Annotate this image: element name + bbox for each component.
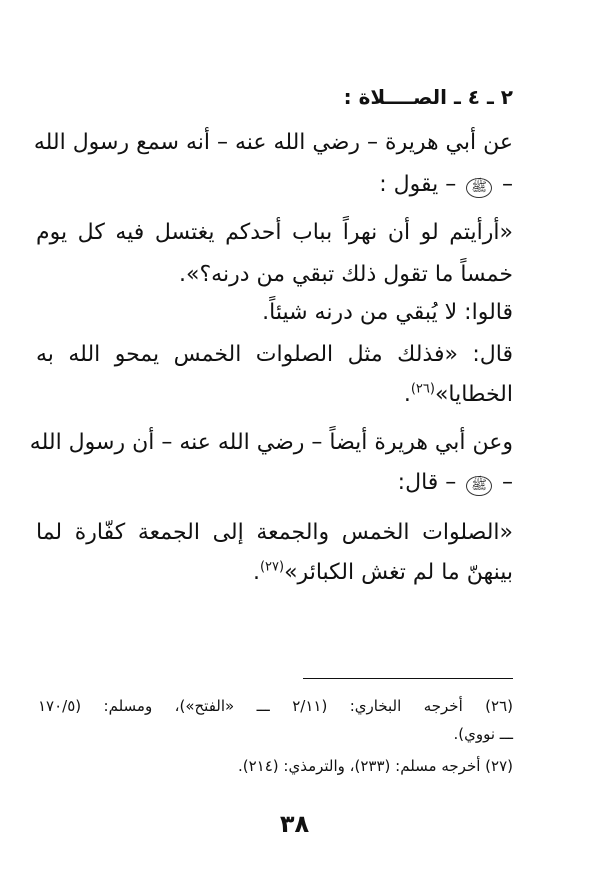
pbuh-ligature: ﷺ	[466, 178, 492, 198]
quote3-line2-end: .	[252, 560, 260, 585]
quote1-line1: «أرأيتم لو أن نهراً بباب أحدكم يغتسل فيه كل يوم	[36, 220, 513, 245]
dash: –	[502, 470, 513, 495]
quote2-line2-end: .	[403, 382, 411, 407]
pbuh-ligature: ﷺ	[466, 476, 492, 496]
quote3-line2-text: بينهنّ ما لم تغش الكبائر»	[284, 560, 513, 585]
footnote-ref-26: (٢٦)	[410, 381, 435, 397]
quote3-line2	[36, 558, 513, 588]
hadith1-line1: عن أبي هريرة – رضي الله عنه – أنه سمع رسول الله	[33, 130, 513, 155]
footnote-divider	[303, 678, 513, 679]
page-number: ٣٨	[279, 810, 310, 838]
section-heading: ٢ ـ ٤ ـ الصــــلاة :	[343, 85, 513, 109]
footnote-27: (٢٧) أخرجه مسلم: (٢٣٣)، والترمذي: (٢١٤).	[238, 757, 513, 775]
quote3-line1: «الصلوات الخمس والجمعة إلى الجمعة كفّارة لما	[36, 520, 513, 545]
hadith2-line2-text: – قال:	[397, 470, 457, 495]
quote2-line2	[36, 380, 513, 410]
quote1-line2: خمساً ما تقول ذلك تبقي من درنه؟».	[179, 262, 513, 287]
quote2-line1: قال: «فذلك مثل الصلوات الخمس يمحو الله به	[36, 342, 513, 367]
quote2-line2-text: الخطايا»	[434, 382, 513, 407]
hadith1-line2	[36, 170, 513, 200]
footnote-26-line1: (٢٦) أخرجه البخاري: (٢/١١ ـــ «الفتح»)، ومسلم: (١٧٠/٥	[38, 697, 513, 715]
footnote-26-line2: ـــ نووي).	[453, 725, 513, 743]
hadith1-line2-text: – يقول :	[379, 172, 457, 197]
hadith2-line1: وعن أبي هريرة أيضاً – رضي الله عنه – أن رسول الله	[29, 430, 513, 455]
answer-line: قالوا: لا يُبقي من درنه شيئاً.	[262, 300, 513, 325]
hadith2-line2	[36, 468, 513, 498]
dash: –	[502, 172, 513, 197]
footnote-ref-27: (٢٧)	[259, 559, 285, 575]
